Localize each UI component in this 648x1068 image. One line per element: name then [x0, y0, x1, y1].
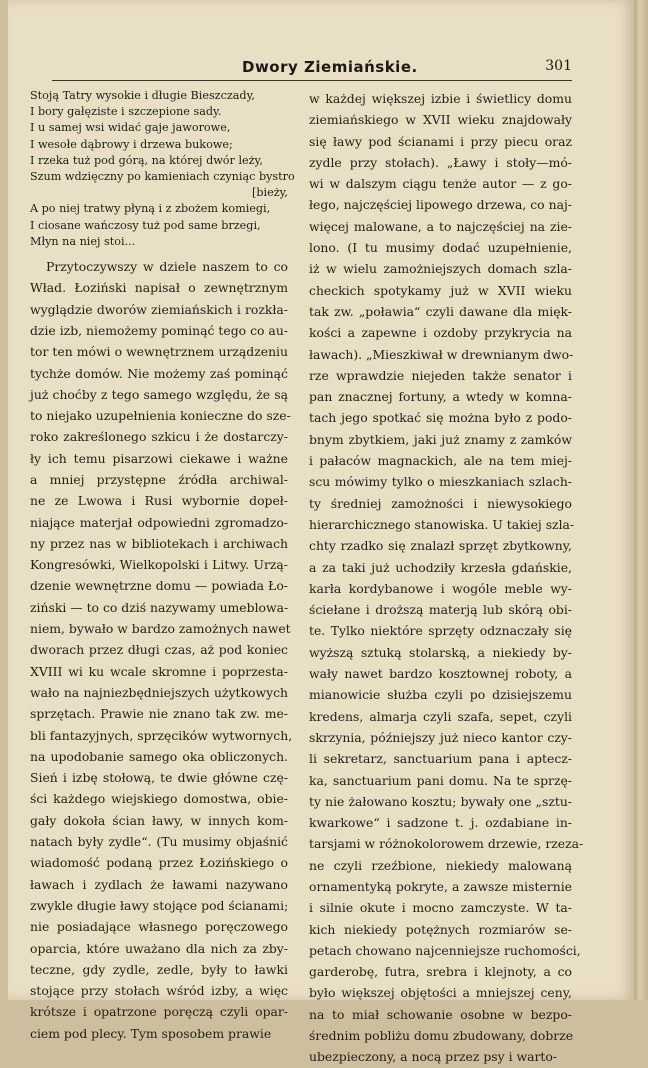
text-line: natach były zydle“. (Tu musimy objaśnić [30, 834, 288, 850]
text-line: ubezpieczony, a nocą przez psy i warto- [309, 1049, 558, 1065]
text-line: się ławy pod ścianami i przy piecu oraz [309, 133, 572, 149]
page-edge [634, 0, 648, 1000]
text-line: więcej malowane, a to najczęściej na zie- [309, 218, 572, 234]
text-line: karła kordybanowe i wogóle meble wy- [309, 580, 572, 596]
text-line: zydle przy stołach). „Ławy i stoły—mó- [309, 154, 572, 170]
text-line: tarsjami w różnokolorowem drzewie, rzeza- [309, 836, 584, 852]
text-line: łego, najczęściej lipowego drzewa, co naj- [309, 197, 572, 213]
text-line: pan znacznej fortuny, a wtedy w komna- [309, 389, 572, 405]
running-title: Dwory Ziemiańskie. [242, 58, 418, 76]
text-line: sprzętach. Prawie nie znano tak zw. me- [30, 706, 288, 722]
text-line: te. Tylko niektóre sprzęty odznaczały się [309, 623, 572, 639]
text-line: mianowicie służba czyli po dzisiejszemu [309, 687, 572, 703]
text-line: zwykle długie ławy stojące pod ścianami; [30, 897, 289, 913]
text-line: chty rzadko się znalazł sprzęt zbytkowny, [309, 538, 572, 554]
text-line: petach chowano najcenniejsze ruchomości, [309, 942, 581, 958]
text-line: niające materjał odpowiedni zgromadzo- [30, 514, 288, 530]
text-line: ny przez nas w bibliotekach i archiwach [30, 535, 288, 551]
right-column [309, 88, 584, 1068]
text-line: Stoją Tatry wysokie i długie Bieszczady, [30, 89, 255, 102]
text-line: krótsze i opatrzone poręczą czyli opar- [30, 1004, 288, 1020]
text-line: ści każdego wiejskiego domostwa, obie- [30, 791, 288, 807]
text-line: kredens, almarja czyli szafa, sepet, czyli [309, 708, 572, 724]
text-line: gały dokoła ścian ławy, w innych kom- [30, 812, 288, 828]
text-line: ławach). „Mieszkiwał w drewnianym dwo- [309, 346, 574, 362]
text-line: wyższą sztuką stolarską, a niekiedy by- [309, 644, 572, 660]
text-line: A po niej tratwy płyną i z zbożem komiegi, [30, 202, 271, 216]
text-line: ściełane i droższą materją lub skórą obi- [309, 602, 572, 618]
text-line: bnym zbytkiem, jaki już znamy z zamków [309, 431, 572, 447]
text-line: tor ten mówi o wewnętrznem urządzeniu [30, 344, 288, 360]
text-line: ziemiańskiego w XVII wieku znajdowały [309, 112, 572, 128]
text-line: I rzeka tuż pod górą, na której dwór leży, [30, 153, 263, 167]
text-line: li sekretarz, sanctuarium pana i aptecz- [309, 751, 572, 767]
text-line: ziński — to co dziś nazywamy umeblowa- [30, 599, 289, 615]
text-line: iż w wielu zamożniejszych domach szla- [309, 261, 572, 277]
text-line: stojące przy stołach wśród izby, a więc [30, 983, 288, 999]
text-line: dworach przez długi czas, aż pod koniec [30, 642, 288, 658]
text-line: checkich spotykamy już w XVII wieku [309, 282, 572, 298]
text-line: ławach i zydlach że ławami nazywano [30, 876, 288, 892]
text-line: ty średniej zamożności i niewysokiego [309, 495, 572, 511]
text-line: XVIII wi ku wcale skromne i poprzesta- [30, 663, 288, 679]
text-line: dzenie wewnętrzne domu — powiada Ło- [30, 578, 288, 594]
text-line: I u samej wsi widać gaje jaworowe, [30, 121, 231, 135]
text-line: ka, sanctuarium pani domu. Na te sprzę- [309, 772, 572, 788]
text-line: wały nawet bardzo kosztownej roboty, a [309, 666, 572, 682]
text-line: ne czyli rzeźbione, niekiedy malowaną [309, 857, 572, 873]
text-line: Szum wdzięczny po kamieniach czyniąc bystro [30, 170, 295, 184]
text-line: I bory gałęziste i szczepione sady. [30, 105, 222, 119]
text-line: roko zakreślonego szkicu i że dostarczy- [30, 429, 288, 445]
text-line: średnim pobliżu domu zbudowany, dobrze [309, 1028, 574, 1044]
text-line: hierarchicznego stanowiska. U takiej szla- [309, 516, 575, 532]
text-line: na to miał schowanie osobne w bezpo- [309, 1006, 572, 1022]
text-line: to niejako uzupełnienia konieczne do sze- [30, 408, 291, 424]
text-line: wyglądzie dworów ziemiańskich i rozkła- [30, 301, 288, 317]
page-number: 301 [545, 58, 572, 74]
text-line: ty nie żałowano kosztu; bywały one „sztu- [309, 793, 572, 809]
text-line: wi w dalszym ciągu tenże autor — z go- [309, 176, 572, 192]
text-line: ciem pod plecy. Tym sposobem prawie [30, 1025, 272, 1041]
text-line: i pałaców magnackich, ale na tem miej- [309, 453, 572, 469]
text-line: bli fantazyjnych, sprzęcików wytwornych, [30, 727, 293, 743]
text-line: Wład. Łoziński napisał o zewnętrznym [30, 280, 288, 296]
text-line: garderobę, futra, srebra i klejnoty, a co [309, 964, 572, 980]
text-line: kwarkowe“ i sadzone t. j. ozdabiane in- [309, 815, 572, 831]
text-line: ły ich temu pisarzowi ciekawe i ważne [30, 450, 288, 466]
text-line: ornamentyką pokryte, a zawsze misternie [309, 878, 572, 894]
text-line: wało na najniezbędniejszych użytkowych [30, 684, 288, 700]
text-line: kich niekiedy potężnych rozmiarów se- [309, 921, 572, 937]
text-line: tach jego spotkać się można było z podo- [309, 410, 572, 426]
text-line: I ciosane wańczosy tuż pod same brzegi, [30, 218, 261, 232]
text-line: dzie izb, niemożemy pominąć tego co au- [30, 322, 288, 338]
text-line: scu mówimy tylko o mieszkaniach szlach- [309, 474, 572, 490]
text-line: już choćby z tego samego względu, że są [30, 386, 288, 402]
text-line: Kongresówki, Wielkopolski i Litwy. Urzą- [30, 557, 288, 573]
text-line: ne ze Lwowa i Rusi wybornie dopeł- [30, 493, 288, 509]
text-line: I wesołe dąbrowy i drzewa bukowe; [30, 137, 233, 151]
text-line: a mniej przystępne źródła archiwal- [30, 472, 288, 487]
text-line: kości a zapewne i ozdoby przykrycia na [309, 325, 572, 341]
text-line: Młyn na niej stoi... [30, 234, 136, 248]
text-line: Przytoczywszy w dziele naszem to co [46, 259, 288, 275]
text-line: rze wprawdzie niejeden także senator i [309, 367, 572, 383]
text-line: w każdej większej izbie i świetlicy domu [309, 91, 572, 106]
poem-quote [30, 88, 295, 250]
text-line: tak zw. „poławia“ czyli dawane dla mięk- [309, 303, 572, 319]
left-column [30, 88, 295, 1044]
text-line: a za taki już uchodziły krzesła gdańskie, [309, 559, 572, 575]
text-line: tychże domów. Nie możemy zaś pominąć [30, 365, 288, 381]
text-line: skrzynia, późniejszy już nieco kantor czy- [309, 729, 572, 745]
header-rule [52, 80, 572, 81]
right-prose [309, 88, 584, 1068]
text-line: i silnie okute i mocno zamczyste. W ta- [309, 900, 572, 916]
text-line: nie posiadające własnego poręczowego [30, 919, 288, 935]
text-line: niem, bywało w bardzo zamożnych nawet [30, 621, 291, 637]
text-line: oparcia, które uważano dla nich za zby- [30, 940, 288, 956]
text-line: teczne, gdy zydle, zedle, były to ławki [30, 961, 288, 977]
text-line: lono. (I tu musimy dodać uzupełnienie, [309, 240, 572, 256]
running-header [52, 58, 572, 80]
text-line: było większej objętości a mniejszej ceny, [309, 985, 572, 1001]
text-line: Sień i izbę stołową, te dwie główne czę- [30, 770, 288, 786]
text-line: na upodobanie samego oka obliczonych. [30, 748, 288, 764]
left-prose [30, 256, 293, 1044]
text-line: wiadomość podaną przez Łozińskiego o [30, 855, 288, 871]
text-line: [bieży, [251, 186, 288, 200]
